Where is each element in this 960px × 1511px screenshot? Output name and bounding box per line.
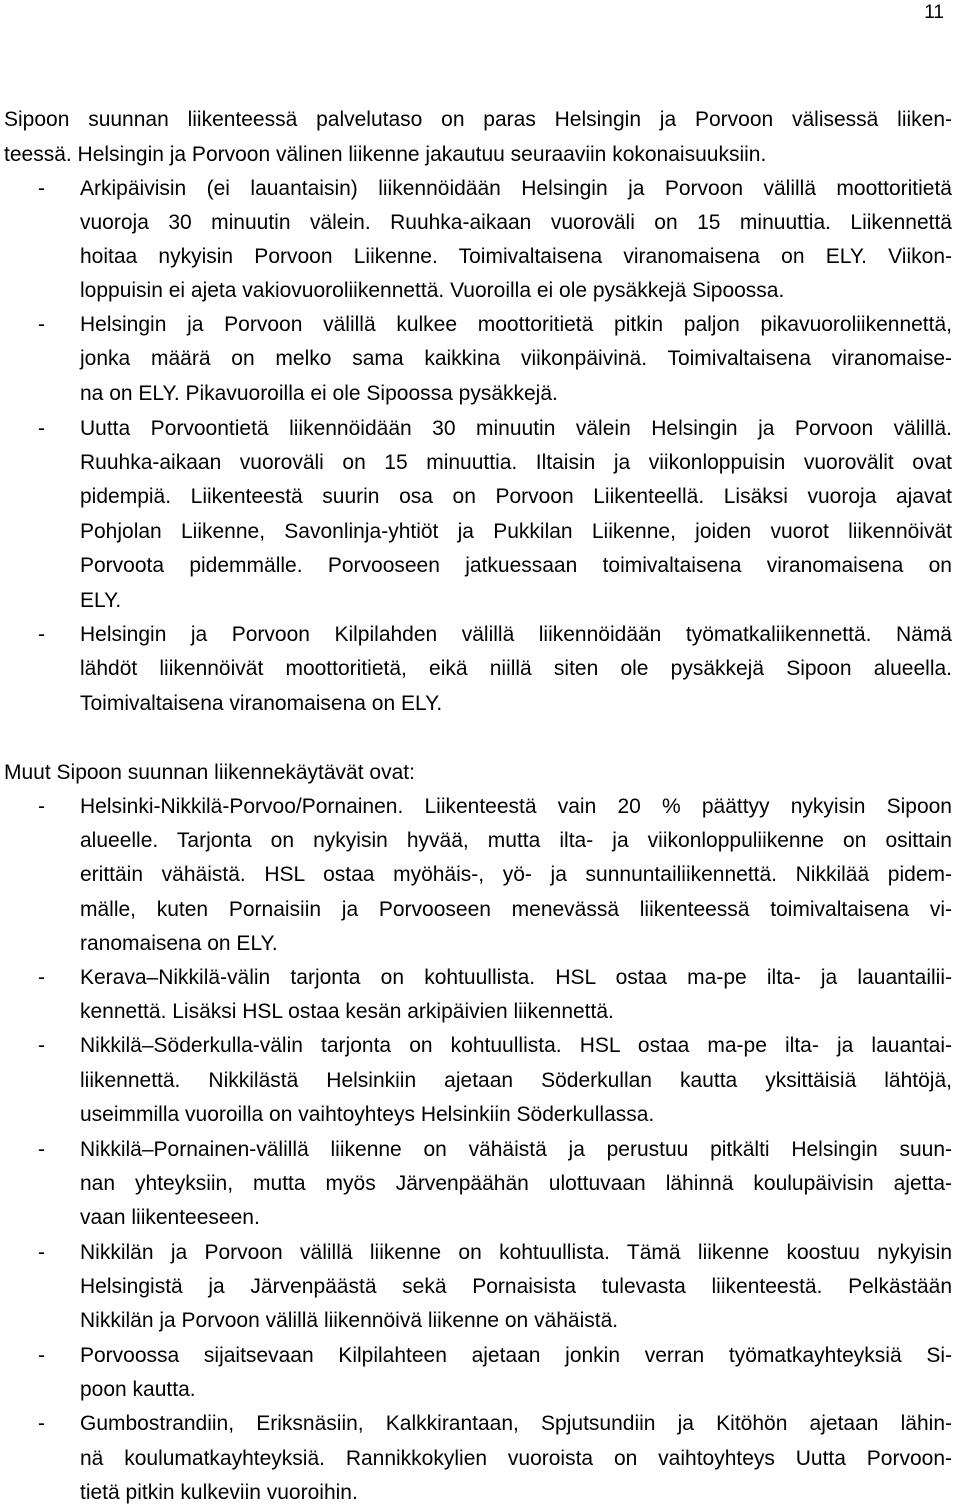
paragraph-line: teessä. Helsingin ja Porvoon välinen liikenne jakautuu seuraaviin kokonaisuuksiin. bbox=[4, 143, 767, 166]
list-item-line: Porvoota pidemmälle. Porvooseen jatkuessaan toimivaltaisena viranomaisena on bbox=[80, 554, 952, 577]
list-item-line: Toimivaltaisena viranomaisena on ELY. bbox=[80, 692, 443, 715]
list-item-line: loppuisin ei ajeta vakiovuoroliikennettä. Vuoroilla ei ole pysäkkejä Sipoossa. bbox=[80, 279, 785, 302]
list-item-line: useimmilla vuoroilla on vaihtoyhteys Helsinkiin Söderkullassa. bbox=[80, 1103, 655, 1126]
bullet-dash: - bbox=[38, 795, 45, 818]
list-item-line: Ruuhka-aikaan vuoroväli on 15 minuuttia. Iltaisin ja viikonloppuisin vuorovälit ovat bbox=[80, 451, 952, 474]
bullet-dash: - bbox=[38, 1412, 45, 1435]
list-item-line: Nikkilän ja Porvoon välillä liikenne on kohtuullista. Tämä liikenne koostuu nykyisin bbox=[80, 1241, 952, 1264]
list-item-line: Gumbostrandiin, Eriksnäsiin, Kalkkirantaan, Spjutsundiin ja Kitöhön ajetaan lähin- bbox=[80, 1412, 952, 1435]
list-item-line: Nikkilä–Söderkulla-välin tarjonta on kohtuullista. HSL ostaa ma-pe ilta- ja lauantai- bbox=[80, 1034, 952, 1057]
list-item-line: Helsingin ja Porvoon Kilpilahden välillä liikennöidään työmatkaliikennettä. Nämä bbox=[80, 623, 952, 646]
bullet-dash: - bbox=[38, 1344, 45, 1367]
list-item-line: Nikkilän ja Porvoon välillä liikennöivä liikenne on vähäistä. bbox=[80, 1309, 619, 1332]
list-item-line: tietä pitkin kulkeviin vuoroihin. bbox=[80, 1481, 358, 1504]
list-item-line: poon kautta. bbox=[80, 1378, 196, 1401]
list-item-line: nä koulumatkayhteyksiä. Rannikkokylien vuoroista on vaihtoyhteys Uutta Porvoon- bbox=[80, 1447, 952, 1470]
bullet-dash: - bbox=[38, 417, 45, 440]
paragraph-line: Muut Sipoon suunnan liikennekäytävät ovat: bbox=[4, 761, 415, 784]
list-item-line: pidempiä. Liikenteestä suurin osa on Porvoon Liikenteellä. Lisäksi vuoroja ajavat bbox=[80, 485, 952, 508]
list-item-line: Porvoossa sijaitsevaan Kilpilahteen ajetaan jonkin verran työmatkayhteyksiä Si- bbox=[80, 1344, 952, 1367]
list-item-line: Nikkilä–Pornainen-välillä liikenne on vähäistä ja perustuu pitkälti Helsingin suun- bbox=[80, 1138, 952, 1161]
list-item-line: kennettä. Lisäksi HSL ostaa kesän arkipäivien liikennettä. bbox=[80, 1000, 614, 1023]
list-item-line: Helsingistä ja Järvenpäästä sekä Pornaisista tulevasta liikenteestä. Pelkästään bbox=[80, 1275, 952, 1298]
list-item-line: ELY. bbox=[80, 589, 122, 612]
list-item-line: lähdöt liikennöivät moottoritietä, eikä niillä siten ole pysäkkejä Sipoon alueella. bbox=[80, 657, 952, 680]
list-item-line: jonka määrä on melko sama kaikkina viikonpäivinä. Toimivaltaisena viranomaise- bbox=[80, 347, 952, 370]
list-item-line: Arkipäivisin (ei lauantaisin) liikennöidään Helsingin ja Porvoon välillä moottoritietä bbox=[80, 177, 952, 200]
bullet-dash: - bbox=[38, 313, 45, 336]
list-item-line: hoitaa nykyisin Porvoon Liikenne. Toimivaltaisena viranomaisena on ELY. Viikon- bbox=[80, 245, 952, 268]
list-item-line: erittäin vähäistä. HSL ostaa myöhäis-, yö- ja sunnuntailiikennettä. Nikkilää pidem- bbox=[80, 863, 952, 886]
bullet-dash: - bbox=[38, 623, 45, 646]
list-item-line: Uutta Porvoontietä liikennöidään 30 minuutin välein Helsingin ja Porvoon välillä. bbox=[80, 417, 952, 440]
list-item-line: alueelle. Tarjonta on nykyisin hyvää, mutta ilta- ja viikonloppuliikenne on osittain bbox=[80, 829, 952, 852]
list-item-line: Pohjolan Liikenne, Savonlinja-yhtiöt ja Pukkilan Liikenne, joiden vuorot liikennöivät bbox=[80, 520, 952, 543]
list-item-line: liikennettä. Nikkilästä Helsinkiin ajetaan Söderkullan kautta yksittäisiä lähtöjä, bbox=[80, 1069, 952, 1092]
list-item-line: ranomaisena on ELY. bbox=[80, 932, 278, 955]
list-item-line: Helsinki-Nikkilä-Porvoo/Pornainen. Liikenteestä vain 20 % päättyy nykyisin Sipoon bbox=[80, 795, 952, 818]
list-item-line: vaan liikenteeseen. bbox=[80, 1206, 260, 1229]
bullet-dash: - bbox=[38, 1138, 45, 1161]
bullet-dash: - bbox=[38, 1034, 45, 1057]
list-item-line: Helsingin ja Porvoon välillä kulkee moottoritietä pitkin paljon pikavuoroliikennettä, bbox=[80, 313, 952, 336]
paragraph-line: Sipoon suunnan liikenteessä palvelutaso on paras Helsingin ja Porvoon välisessä liiken- bbox=[4, 108, 952, 131]
bullet-dash: - bbox=[38, 966, 45, 989]
bullet-dash: - bbox=[38, 1241, 45, 1264]
page-number: 11 bbox=[924, 2, 944, 23]
list-item-line: Kerava–Nikkilä-välin tarjonta on kohtuullista. HSL ostaa ma-pe ilta- ja lauantailii- bbox=[80, 966, 952, 989]
list-item-line: na on ELY. Pikavuoroilla ei ole Sipoossa pysäkkejä. bbox=[80, 382, 558, 405]
bullet-dash: - bbox=[38, 177, 45, 200]
list-item-line: mälle, kuten Pornaisiin ja Porvooseen menevässä liikenteessä toimivaltaisena vi- bbox=[80, 898, 952, 921]
list-item-line: nan yhteyksiin, mutta myös Järvenpäähän ulottuvaan lähinnä koulupäivisin ajetta- bbox=[80, 1172, 952, 1195]
list-item-line: vuoroja 30 minuutin välein. Ruuhka-aikaan vuoroväli on 15 minuuttia. Liikennettä bbox=[80, 211, 952, 234]
